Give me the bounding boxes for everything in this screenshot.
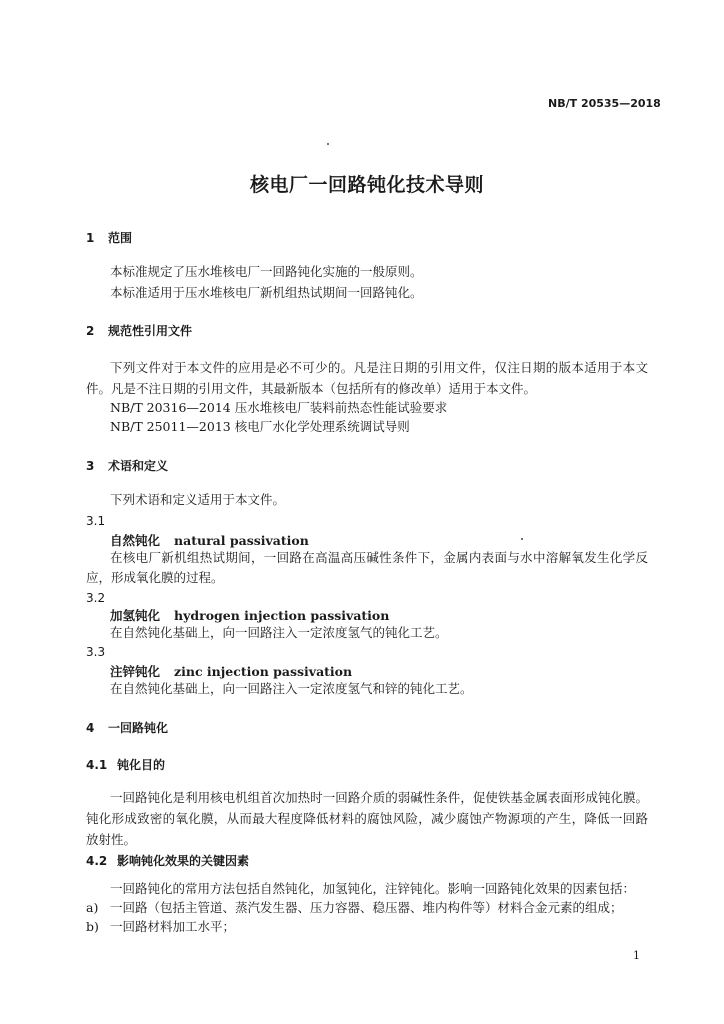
paragraph: 一回路钝化的常用方法包括自然钝化，加氢钝化，注锌钝化。影响一回路钝化效果的因素包括： [110, 881, 636, 896]
term-english: zinc injection passivation [174, 664, 353, 679]
term-definition: 在自然钝化基础上，向一回路注入一定浓度氢气的钝化工艺。 [110, 625, 448, 640]
paragraph: 下列文件对于本文件的应用是必不可少的。凡是注日期的引用文件，仅注日期的版本适用于本文件。凡是不注日期的引用文件，其最新版本（包括所有的修改单）适用于本文件。 [86, 360, 648, 396]
page-number: 1 [633, 949, 640, 962]
term-english: hydrogen injection passivation [174, 608, 390, 623]
subsection-title: 钝化目的 [117, 758, 166, 772]
term-number: 3.1 [86, 514, 106, 528]
scan-speck [521, 538, 523, 540]
term-chinese: 加氢钝化 [110, 608, 161, 623]
list-text: 一回路（包括主管道、蒸汽发生器、压力容器、稳压器、堆内构件等）材料合金元素的组成； [110, 900, 623, 915]
section-4-heading [86, 719, 168, 736]
standard-number: NB/T 20535—2018 [548, 97, 661, 110]
section-number: 2 [86, 324, 95, 338]
section-title: 范围 [108, 231, 133, 245]
list-text: 一回路材料加工水平； [110, 919, 236, 934]
term-definition: 在核电厂新机组热试期间，一回路在高温高压碱性条件下，金属内表面与水中溶解氧发生化学反应，形成氧化膜的过程。 [86, 550, 648, 585]
section-title: 规范性引用文件 [108, 324, 193, 338]
list-item [86, 899, 623, 917]
reference-item: NB/T 25011—2013 核电厂水化学处理系统调试导则 [110, 419, 410, 434]
document-title: 核电厂一回路钝化技术导则 [250, 174, 485, 196]
section-3-heading [86, 457, 168, 474]
term-entry [110, 531, 309, 549]
section-1-heading [86, 229, 132, 246]
section-title: 一回路钝化 [108, 721, 169, 735]
term-entry [110, 606, 389, 624]
term-entry [110, 662, 352, 680]
section-2-heading [86, 322, 192, 339]
term-chinese: 注锌钝化 [110, 664, 161, 679]
list-label: a) [86, 900, 99, 915]
reference-item: NB/T 20316—2014 压水堆核电厂装料前热态性能试验要求 [110, 400, 448, 415]
term-number: 3.3 [86, 645, 106, 659]
paragraph: 下列术语和定义适用于本文件。 [110, 492, 286, 507]
section-title: 术语和定义 [108, 459, 169, 473]
paragraph: 本标准规定了压水堆核电厂一回路钝化实施的一般原则。 [110, 264, 423, 279]
term-chinese: 自然钝化 [110, 533, 161, 548]
section-number: 3 [86, 459, 95, 473]
paragraph: 一回路钝化是利用核电机组首次加热时一回路介质的弱碱性条件，促使铁基金属表面形成钝化膜。钝化形成致密的氧化膜，从而最大程度降低材料的腐蚀风险，减少腐蚀产物源项的产生，降低一回路放射性。 [86, 790, 648, 847]
subsection-number: 4.1 [86, 758, 108, 772]
section-number: 1 [86, 231, 95, 245]
list-item [86, 918, 235, 936]
term-number: 3.2 [86, 591, 106, 605]
paragraph: 本标准适用于压水堆核电厂新机组热试期间一回路钝化。 [110, 285, 423, 300]
subsection-number: 4.2 [86, 854, 108, 868]
subsection-4-2-heading [86, 852, 249, 869]
subsection-4-1-heading [86, 756, 165, 773]
term-english: natural passivation [174, 533, 309, 548]
subsection-title: 影响钝化效果的关键因素 [117, 854, 250, 868]
list-label: b) [86, 919, 99, 934]
scan-speck [327, 143, 329, 145]
term-definition: 在自然钝化基础上，向一回路注入一定浓度氢气和锌的钝化工艺。 [110, 681, 473, 696]
section-number: 4 [86, 721, 95, 735]
